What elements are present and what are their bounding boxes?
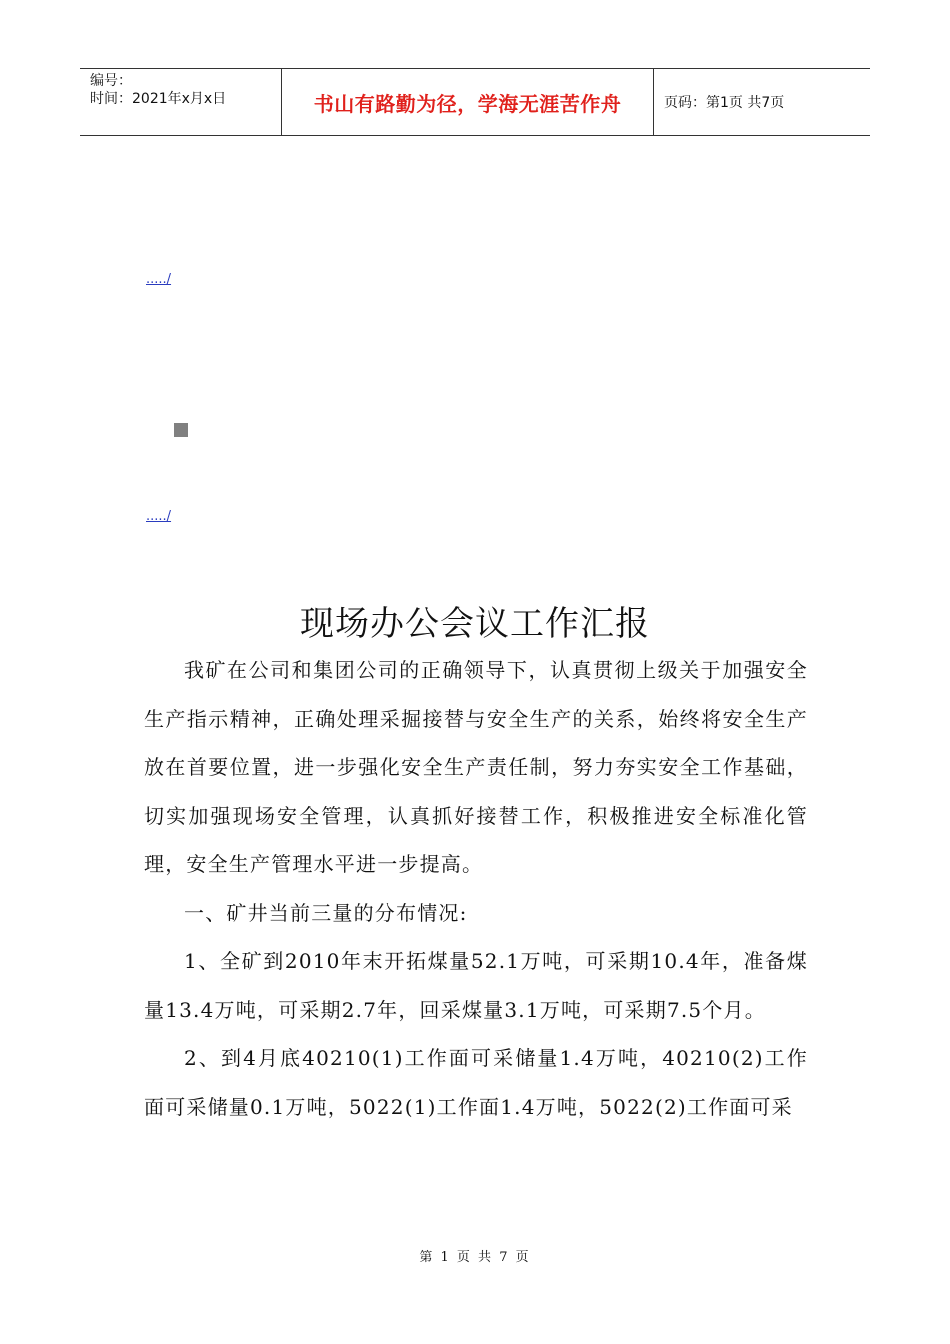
paragraph-item-1: 1、全矿到2010年末开拓煤量52.1万吨，可采期10.4年，准备煤量13.4万吨，可采期2.7年，回采煤量3.1万吨，可采期7.5个月。 — [144, 949, 808, 1022]
paragraph-intro: 我矿在公司和集团公司的正确领导下，认真贯彻上级关于加强安全生产指示精神，正确处理采掘接替与安全生产的关系，始终将安全生产放在首要位置，进一步强化安全生产责任制，努力夯实安全工作基础，切实加强现场安全管理，认真抓好接替工作，积极推进安全标准化管理，安全生产管理水平进一步提高。 — [144, 658, 808, 876]
number-label: 编号： — [90, 73, 132, 89]
header-meta — [80, 69, 282, 135]
bottom-link[interactable]: ...../ — [146, 509, 172, 524]
header-page-info: 页码：第1页 共7页 — [664, 95, 785, 111]
header-motto: 书山有路勤为径，学海无涯苦作舟 — [282, 69, 654, 135]
page-title: 现场办公会议工作汇报 — [300, 604, 650, 644]
date-label: 时间：2021年x月x日 — [90, 91, 227, 107]
top-link[interactable]: ...../ — [146, 272, 172, 287]
page-footer: 第 1 页 共 7 页 — [419, 1250, 531, 1265]
paragraph-section-heading: 一、矿井当前三量的分布情况: — [184, 900, 468, 925]
paragraph-item-2: 2、到4月底40210(1)工作面可采储量1.4万吨，40210(2)工作面可采储量0.1万吨，5022(1)工作面1.4万吨，5022(2)工作面可采 — [144, 1046, 808, 1119]
document-body — [144, 646, 808, 1131]
document-header — [80, 68, 870, 136]
gray-square-icon — [174, 423, 188, 437]
